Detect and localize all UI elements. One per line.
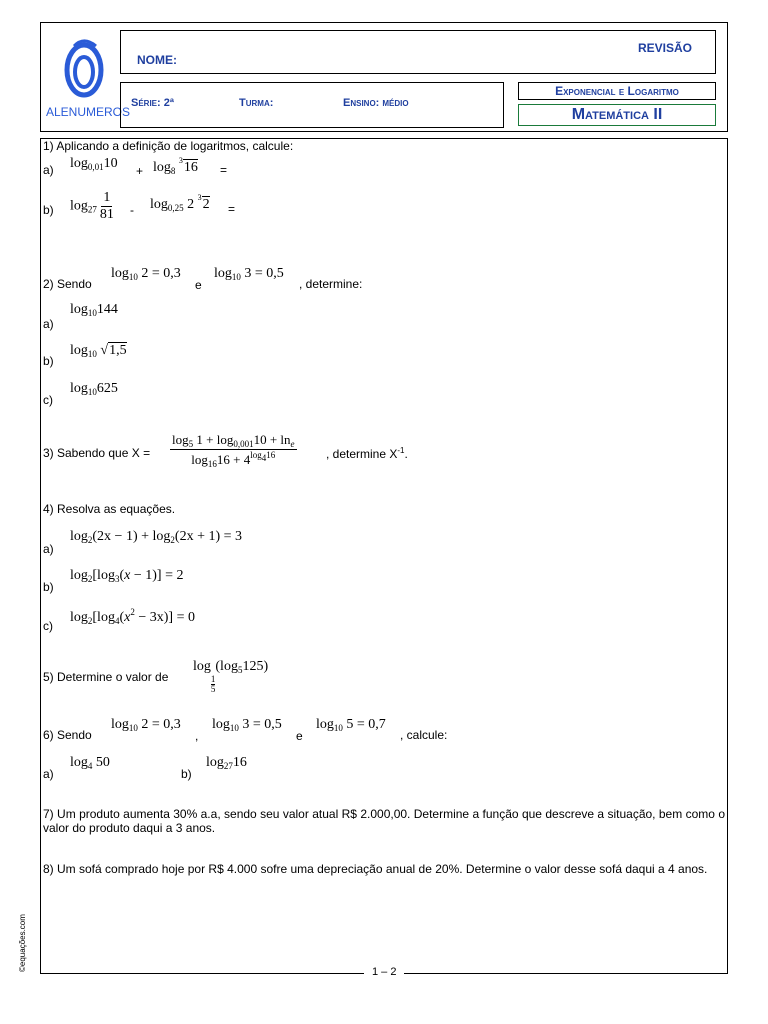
q8-text: 8) Um sofá comprado hoje por R$ 4.000 sofre uma depreciação anual de 20%. Determine o valor desse sofá daqui a 4 anos. (43, 862, 708, 876)
q1-b-minus: - (130, 203, 134, 217)
subject-box (518, 104, 716, 126)
footer-page-number: 1 – 2 (364, 966, 404, 978)
q4-b-expr: $\log_2[\log_3(x - 1)] = 2$ (70, 568, 184, 584)
q2-c-expr: $\log_{10}625$ (70, 381, 118, 397)
q4-c-expr: $\log_2[\log_4(x^2 - 3x)] = 0$ (70, 607, 195, 626)
q6-given-2: $\log_{10} 3 = 0,5$ (212, 717, 282, 733)
q1-a-label: a) (43, 163, 54, 177)
q5-expr: log $\frac{1}{5}$ $(\log_5125)$ (193, 659, 269, 694)
ensino-label: Ensino: médio (343, 97, 409, 109)
q5-intro: 5) Determine o valor de (43, 670, 169, 684)
q1-b-expr-2: $\log_{0,25} 2$ $^3$2 (150, 193, 210, 213)
q6-given-3: $\log_{10} 5 = 0,7$ (316, 717, 386, 733)
q1-b-eq: = (228, 202, 236, 216)
q6-tail: , calcule: (400, 728, 448, 742)
q4-c-label: c) (43, 619, 53, 633)
q2-b-expr: $\log_{10} √1,5$ (70, 343, 127, 359)
q4-b-label: b) (43, 580, 54, 594)
q3-intro: 3) Sabendo que X = (43, 446, 151, 460)
q1-a-plus: + (136, 164, 144, 178)
q1-b-label: b) (43, 203, 54, 217)
logo-text: ALENUMEROS (46, 105, 131, 119)
q1-a-eq: = (220, 163, 228, 177)
q2-b-label: b) (43, 354, 54, 368)
q6-e: e (296, 729, 303, 743)
q6-given-1: $\log_{10} 2 = 0,3$ (111, 717, 181, 733)
q2-intro: 2) Sendo (43, 277, 92, 291)
logo-icon (46, 34, 122, 104)
q6-a-expr: $\log_4 50$ (70, 755, 110, 771)
q1-a-expr-1: $\log_{0,01}10$ (70, 156, 118, 172)
q7-text: 7) Um produto aumenta 30% a.a, sendo seu valor atual R$ 2.000,00. Determine a função que descreve a situação, bem como o valor do produto daqui a 3 anos. (43, 807, 725, 835)
q6-intro: 6) Sendo (43, 728, 92, 742)
copyright-vertical: ©equações.com (18, 914, 27, 972)
revisao-label: REVISÃO (638, 41, 693, 55)
q4-intro: 4) Resolva as equações. (43, 502, 176, 516)
q1-intro: 1) Aplicando a definição de logaritmos, calcule: (43, 139, 294, 153)
q1-a-expr-2: $\log_8 ^316$ (153, 156, 198, 176)
topic-box (518, 82, 716, 100)
q6-a-label: a) (43, 767, 54, 781)
q6-b-expr: $\log_{27}16$ (206, 755, 247, 771)
q4-a-label: a) (43, 542, 54, 556)
content-frame (40, 138, 728, 974)
q1-b-expr-1: $\log_{27}$ $\frac{1}{81}$ (70, 190, 114, 222)
q2-given-2: $\log_{10} 3 = 0,5$ (214, 266, 284, 282)
q2-a-expr: $\log_{10}144$ (70, 302, 118, 318)
q4-a-expr: $\log_2(2x - 1) + \log_2(2x + 1) = 3$ (70, 529, 243, 545)
logo (46, 34, 131, 124)
q2-tail: , determine: (299, 277, 363, 291)
q2-e: e (195, 278, 202, 292)
name-label: NOME: (137, 53, 177, 67)
q6-b-label: b) (181, 767, 192, 781)
name-box (120, 30, 716, 74)
topic-label: Exponencial e Logaritmo (555, 84, 679, 98)
q3-fraction: $\frac{\log_5 1 + \log_{0,001}10 + \ln_e}{\log_{16}16 + 4^{log_416}}$ (172, 432, 295, 469)
q2-given-1: $\log_{10} 2 = 0,3$ (111, 266, 181, 282)
q2-a-label: a) (43, 317, 54, 331)
info-box (120, 82, 504, 128)
q6-comma: , (195, 729, 199, 743)
q2-c-label: c) (43, 393, 53, 407)
serie-label: Série: 2ª (131, 97, 174, 109)
turma-label: Turma: (239, 97, 274, 109)
q3-tail: , determine $X^{-1}$. (326, 446, 408, 461)
subject-label: Matemática II (571, 106, 663, 123)
